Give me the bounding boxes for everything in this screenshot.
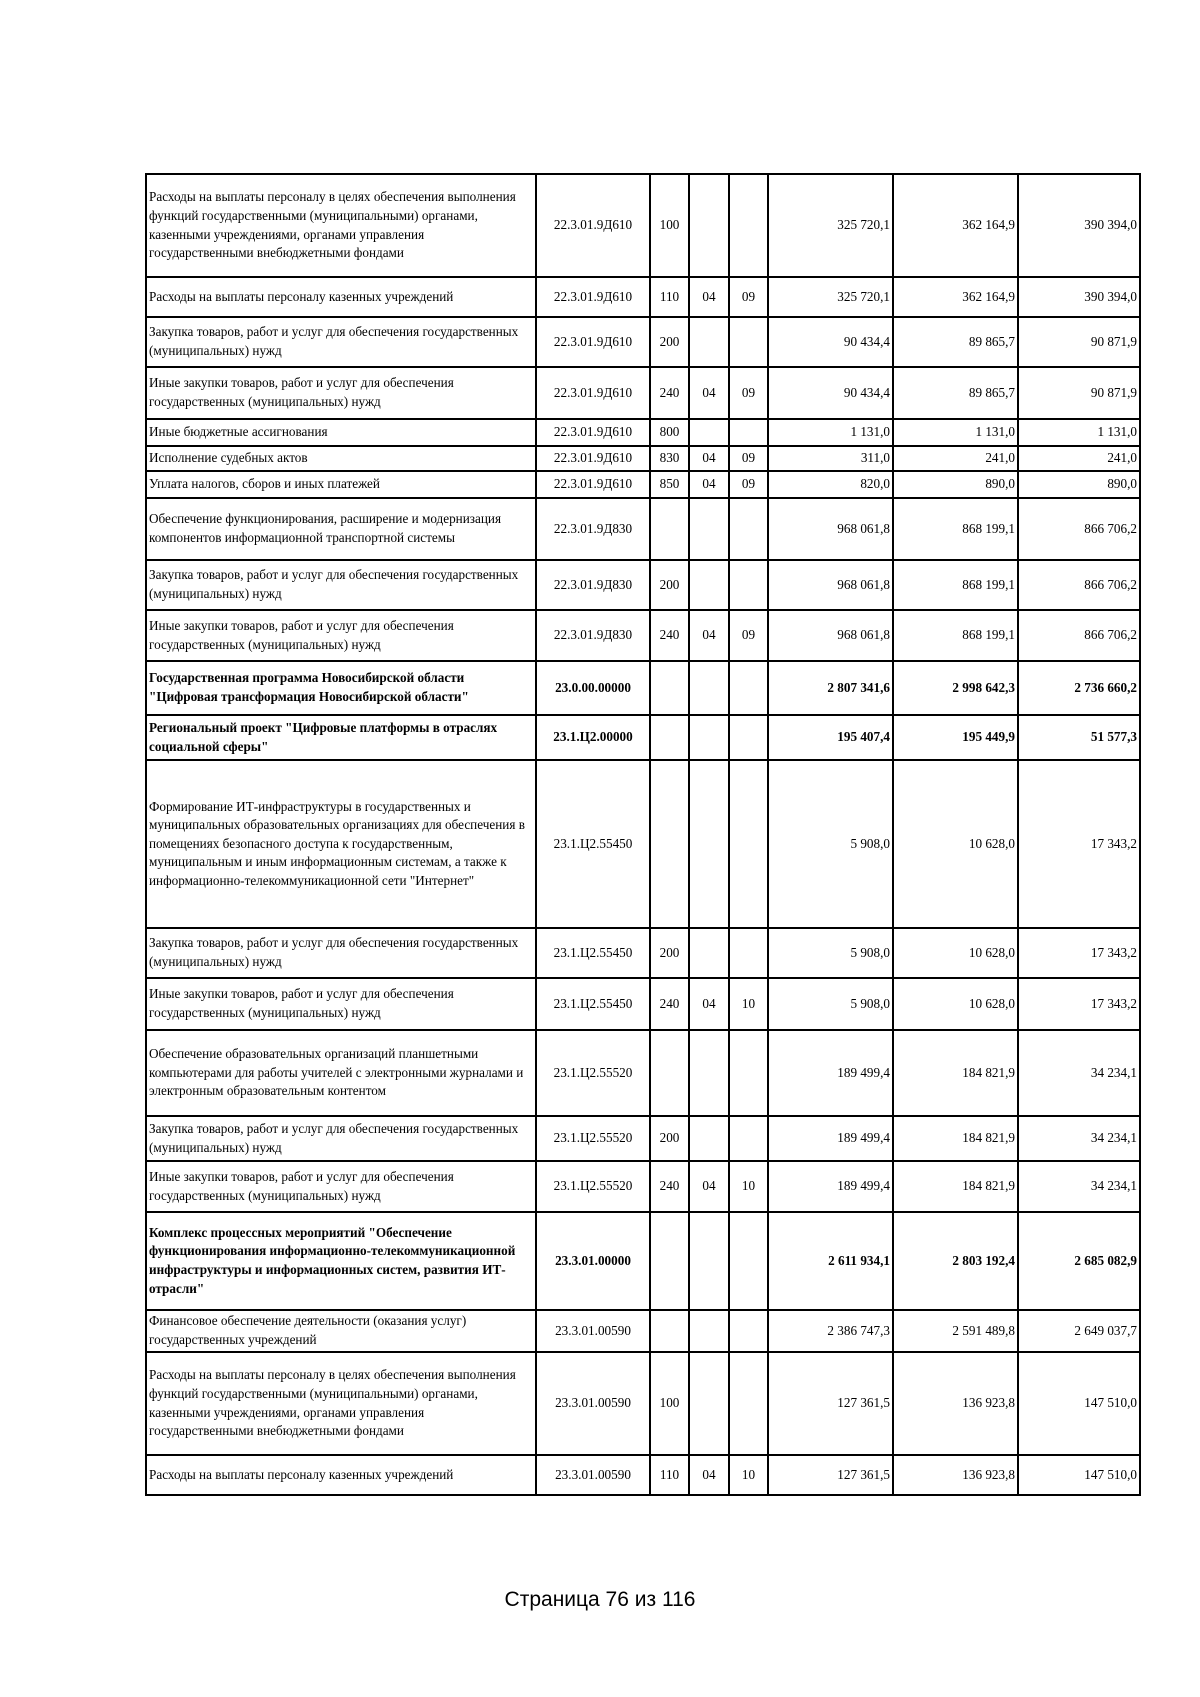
expense-type-cell: 100: [650, 1352, 689, 1455]
subsection-cell: 10: [729, 1161, 768, 1212]
table-row: [146, 610, 1140, 661]
target-code-cell: 22.3.01.9Д830: [536, 498, 650, 560]
amount-year3-cell: 2 736 660,2: [1018, 661, 1140, 715]
table-row: [146, 1352, 1140, 1455]
target-code-cell: 23.3.01.00000: [536, 1212, 650, 1310]
row-name-cell: Иные закупки товаров, работ и услуг для обеспечения государственных (муниципальных) нужд: [146, 367, 536, 419]
table-row: [146, 715, 1140, 760]
amount-year2-cell: 184 821,9: [893, 1030, 1018, 1116]
table-row: [146, 1116, 1140, 1161]
amount-year3-cell: 17 343,2: [1018, 760, 1140, 928]
target-code-cell: 22.3.01.9Д830: [536, 610, 650, 661]
expense-type-cell: [650, 1030, 689, 1116]
amount-year3-cell: 90 871,9: [1018, 317, 1140, 367]
row-name-cell: Обеспечение функционирования, расширение и модернизация компонентов информационной транспортной системы: [146, 498, 536, 560]
table-row: [146, 760, 1140, 928]
row-name-cell: Иные закупки товаров, работ и услуг для обеспечения государственных (муниципальных) нужд: [146, 978, 536, 1030]
amount-year1-cell: 2 807 341,6: [768, 661, 893, 715]
target-code-cell: 23.1.Ц2.55450: [536, 928, 650, 978]
amount-year1-cell: 968 061,8: [768, 498, 893, 560]
amount-year2-cell: 1 131,0: [893, 419, 1018, 446]
section-cell: [689, 1352, 729, 1455]
target-code-cell: 23.1.Ц2.00000: [536, 715, 650, 760]
section-cell: [689, 1030, 729, 1116]
subsection-cell: 09: [729, 367, 768, 419]
amount-year2-cell: 89 865,7: [893, 367, 1018, 419]
amount-year2-cell: 362 164,9: [893, 277, 1018, 317]
section-cell: [689, 1310, 729, 1352]
amount-year3-cell: 34 234,1: [1018, 1116, 1140, 1161]
amount-year2-cell: 2 803 192,4: [893, 1212, 1018, 1310]
subsection-cell: [729, 498, 768, 560]
amount-year1-cell: 189 499,4: [768, 1116, 893, 1161]
table-row: [146, 446, 1140, 471]
table-row: [146, 471, 1140, 498]
subsection-cell: [729, 560, 768, 610]
amount-year2-cell: 89 865,7: [893, 317, 1018, 367]
section-cell: [689, 661, 729, 715]
section-cell: [689, 1212, 729, 1310]
subsection-cell: [729, 760, 768, 928]
amount-year3-cell: 866 706,2: [1018, 498, 1140, 560]
budget-table: [145, 173, 1141, 1496]
amount-year1-cell: 195 407,4: [768, 715, 893, 760]
target-code-cell: 22.3.01.9Д610: [536, 317, 650, 367]
target-code-cell: 23.0.00.00000: [536, 661, 650, 715]
expense-type-cell: 110: [650, 1455, 689, 1495]
target-code-cell: 22.3.01.9Д610: [536, 174, 650, 277]
subsection-cell: 09: [729, 610, 768, 661]
amount-year1-cell: 90 434,4: [768, 317, 893, 367]
amount-year1-cell: 5 908,0: [768, 928, 893, 978]
amount-year2-cell: 10 628,0: [893, 978, 1018, 1030]
table-row: [146, 1030, 1140, 1116]
table-row: [146, 174, 1140, 277]
expense-type-cell: 100: [650, 174, 689, 277]
subsection-cell: [729, 1310, 768, 1352]
row-name-cell: Иные закупки товаров, работ и услуг для обеспечения государственных (муниципальных) нужд: [146, 610, 536, 661]
row-name-cell: Региональный проект "Цифровые платформы в отраслях социальной сферы": [146, 715, 536, 760]
target-code-cell: 23.1.Ц2.55450: [536, 760, 650, 928]
row-name-cell: Комплекс процессных мероприятий "Обеспечение функционирования информационно-телекоммуникационной инфраструктуры и информационных систем, развития ИТ-отрасли": [146, 1212, 536, 1310]
amount-year3-cell: 866 706,2: [1018, 560, 1140, 610]
amount-year1-cell: 2 611 934,1: [768, 1212, 893, 1310]
amount-year2-cell: 241,0: [893, 446, 1018, 471]
subsection-cell: [729, 174, 768, 277]
section-cell: 04: [689, 367, 729, 419]
section-cell: [689, 498, 729, 560]
amount-year3-cell: 390 394,0: [1018, 174, 1140, 277]
amount-year2-cell: 2 591 489,8: [893, 1310, 1018, 1352]
target-code-cell: 22.3.01.9Д610: [536, 419, 650, 446]
table-row: [146, 317, 1140, 367]
target-code-cell: 22.3.01.9Д610: [536, 367, 650, 419]
section-cell: 04: [689, 1161, 729, 1212]
section-cell: 04: [689, 978, 729, 1030]
expense-type-cell: 200: [650, 560, 689, 610]
section-cell: 04: [689, 610, 729, 661]
target-code-cell: 23.1.Ц2.55520: [536, 1116, 650, 1161]
amount-year3-cell: 90 871,9: [1018, 367, 1140, 419]
row-name-cell: Закупка товаров, работ и услуг для обеспечения государственных (муниципальных) нужд: [146, 317, 536, 367]
amount-year3-cell: 241,0: [1018, 446, 1140, 471]
expense-type-cell: 830: [650, 446, 689, 471]
section-cell: 04: [689, 1455, 729, 1495]
amount-year2-cell: 890,0: [893, 471, 1018, 498]
row-name-cell: Расходы на выплаты персоналу казенных учреждений: [146, 1455, 536, 1495]
target-code-cell: 23.3.01.00590: [536, 1310, 650, 1352]
subsection-cell: [729, 419, 768, 446]
amount-year2-cell: 2 998 642,3: [893, 661, 1018, 715]
section-cell: [689, 174, 729, 277]
target-code-cell: 23.3.01.00590: [536, 1455, 650, 1495]
subsection-cell: 09: [729, 471, 768, 498]
target-code-cell: 22.3.01.9Д610: [536, 471, 650, 498]
amount-year2-cell: 195 449,9: [893, 715, 1018, 760]
amount-year1-cell: 5 908,0: [768, 760, 893, 928]
amount-year3-cell: 17 343,2: [1018, 978, 1140, 1030]
expense-type-cell: 200: [650, 1116, 689, 1161]
amount-year3-cell: 2 685 082,9: [1018, 1212, 1140, 1310]
subsection-cell: [729, 715, 768, 760]
amount-year2-cell: 184 821,9: [893, 1116, 1018, 1161]
amount-year2-cell: 362 164,9: [893, 174, 1018, 277]
subsection-cell: [729, 928, 768, 978]
page-number: Страница 76 из 116: [504, 1588, 696, 1611]
target-code-cell: 22.3.01.9Д610: [536, 277, 650, 317]
expense-type-cell: 240: [650, 610, 689, 661]
subsection-cell: 10: [729, 978, 768, 1030]
subsection-cell: [729, 1352, 768, 1455]
amount-year3-cell: 866 706,2: [1018, 610, 1140, 661]
row-name-cell: Закупка товаров, работ и услуг для обеспечения государственных (муниципальных) нужд: [146, 928, 536, 978]
row-name-cell: Иные бюджетные ассигнования: [146, 419, 536, 446]
section-cell: 04: [689, 446, 729, 471]
expense-type-cell: 200: [650, 928, 689, 978]
amount-year2-cell: 136 923,8: [893, 1352, 1018, 1455]
section-cell: [689, 928, 729, 978]
subsection-cell: [729, 1030, 768, 1116]
row-name-cell: Расходы на выплаты персоналу в целях обеспечения выполнения функций государственными (муниципальными) органами, казенными учреждениями, органами управления государственными внебюджетными фондами: [146, 1352, 536, 1455]
expense-type-cell: 110: [650, 277, 689, 317]
amount-year3-cell: 390 394,0: [1018, 277, 1140, 317]
section-cell: [689, 760, 729, 928]
amount-year1-cell: 2 386 747,3: [768, 1310, 893, 1352]
target-code-cell: 23.1.Ц2.55520: [536, 1161, 650, 1212]
amount-year1-cell: 127 361,5: [768, 1455, 893, 1495]
table-row: [146, 1455, 1140, 1495]
expense-type-cell: 850: [650, 471, 689, 498]
subsection-cell: 09: [729, 277, 768, 317]
amount-year1-cell: 325 720,1: [768, 174, 893, 277]
section-cell: [689, 715, 729, 760]
table-row: [146, 498, 1140, 560]
subsection-cell: [729, 661, 768, 715]
row-name-cell: Расходы на выплаты персоналу в целях обеспечения выполнения функций государственными (муниципальными) органами, казенными учреждениями, органами управления государственными внебюджетными фондами: [146, 174, 536, 277]
row-name-cell: Уплата налогов, сборов и иных платежей: [146, 471, 536, 498]
amount-year1-cell: 90 434,4: [768, 367, 893, 419]
section-cell: 04: [689, 277, 729, 317]
row-name-cell: Закупка товаров, работ и услуг для обеспечения государственных (муниципальных) нужд: [146, 1116, 536, 1161]
subsection-cell: [729, 317, 768, 367]
amount-year1-cell: 189 499,4: [768, 1030, 893, 1116]
subsection-cell: [729, 1212, 768, 1310]
table-row: [146, 661, 1140, 715]
table-row: [146, 978, 1140, 1030]
amount-year3-cell: 2 649 037,7: [1018, 1310, 1140, 1352]
expense-type-cell: [650, 760, 689, 928]
expense-type-cell: [650, 1310, 689, 1352]
table-row: [146, 1161, 1140, 1212]
row-name-cell: Исполнение судебных актов: [146, 446, 536, 471]
amount-year3-cell: 147 510,0: [1018, 1352, 1140, 1455]
table-row: [146, 928, 1140, 978]
amount-year2-cell: 868 199,1: [893, 560, 1018, 610]
amount-year3-cell: 51 577,3: [1018, 715, 1140, 760]
amount-year2-cell: 10 628,0: [893, 928, 1018, 978]
expense-type-cell: [650, 661, 689, 715]
amount-year3-cell: 34 234,1: [1018, 1030, 1140, 1116]
table-body: [146, 174, 1140, 1495]
row-name-cell: Расходы на выплаты персоналу казенных учреждений: [146, 277, 536, 317]
expense-type-cell: 800: [650, 419, 689, 446]
table-row: [146, 419, 1140, 446]
section-cell: [689, 1116, 729, 1161]
amount-year2-cell: 136 923,8: [893, 1455, 1018, 1495]
amount-year2-cell: 184 821,9: [893, 1161, 1018, 1212]
expense-type-cell: 240: [650, 978, 689, 1030]
amount-year2-cell: 868 199,1: [893, 610, 1018, 661]
expense-type-cell: [650, 498, 689, 560]
amount-year3-cell: 17 343,2: [1018, 928, 1140, 978]
row-name-cell: Иные закупки товаров, работ и услуг для обеспечения государственных (муниципальных) нужд: [146, 1161, 536, 1212]
expense-type-cell: 240: [650, 1161, 689, 1212]
subsection-cell: [729, 1116, 768, 1161]
amount-year3-cell: 890,0: [1018, 471, 1140, 498]
amount-year2-cell: 10 628,0: [893, 760, 1018, 928]
amount-year2-cell: 868 199,1: [893, 498, 1018, 560]
row-name-cell: Финансовое обеспечение деятельности (оказания услуг) государственных учреждений: [146, 1310, 536, 1352]
target-code-cell: 22.3.01.9Д830: [536, 560, 650, 610]
amount-year1-cell: 1 131,0: [768, 419, 893, 446]
subsection-cell: 09: [729, 446, 768, 471]
expense-type-cell: 200: [650, 317, 689, 367]
table-row: [146, 367, 1140, 419]
section-cell: [689, 419, 729, 446]
amount-year1-cell: 820,0: [768, 471, 893, 498]
amount-year1-cell: 325 720,1: [768, 277, 893, 317]
amount-year1-cell: 189 499,4: [768, 1161, 893, 1212]
target-code-cell: 23.3.01.00590: [536, 1352, 650, 1455]
amount-year1-cell: 968 061,8: [768, 610, 893, 661]
amount-year3-cell: 1 131,0: [1018, 419, 1140, 446]
amount-year1-cell: 5 908,0: [768, 978, 893, 1030]
expense-type-cell: 240: [650, 367, 689, 419]
row-name-cell: Закупка товаров, работ и услуг для обеспечения государственных (муниципальных) нужд: [146, 560, 536, 610]
amount-year1-cell: 311,0: [768, 446, 893, 471]
target-code-cell: 23.1.Ц2.55520: [536, 1030, 650, 1116]
amount-year3-cell: 147 510,0: [1018, 1455, 1140, 1495]
target-code-cell: 22.3.01.9Д610: [536, 446, 650, 471]
table-row: [146, 277, 1140, 317]
section-cell: 04: [689, 471, 729, 498]
table-row: [146, 1310, 1140, 1352]
expense-type-cell: [650, 1212, 689, 1310]
table-row: [146, 1212, 1140, 1310]
subsection-cell: 10: [729, 1455, 768, 1495]
expense-type-cell: [650, 715, 689, 760]
section-cell: [689, 560, 729, 610]
target-code-cell: 23.1.Ц2.55450: [536, 978, 650, 1030]
amount-year1-cell: 968 061,8: [768, 560, 893, 610]
amount-year3-cell: 34 234,1: [1018, 1161, 1140, 1212]
row-name-cell: Обеспечение образовательных организаций планшетными компьютерами для работы учителей с электронными журналами и электронным образовательным контентом: [146, 1030, 536, 1116]
section-cell: [689, 317, 729, 367]
row-name-cell: Государственная программа Новосибирской области "Цифровая трансформация Новосибирской области": [146, 661, 536, 715]
amount-year1-cell: 127 361,5: [768, 1352, 893, 1455]
table-row: [146, 560, 1140, 610]
row-name-cell: Формирование ИТ-инфраструктуры в государственных и муниципальных образовательных организациях для обеспечения в помещениях безопасного доступа к государственным, муниципальным и иным информационным системам, а также к информационно-телекоммуникационной сети "Интернет": [146, 760, 536, 928]
